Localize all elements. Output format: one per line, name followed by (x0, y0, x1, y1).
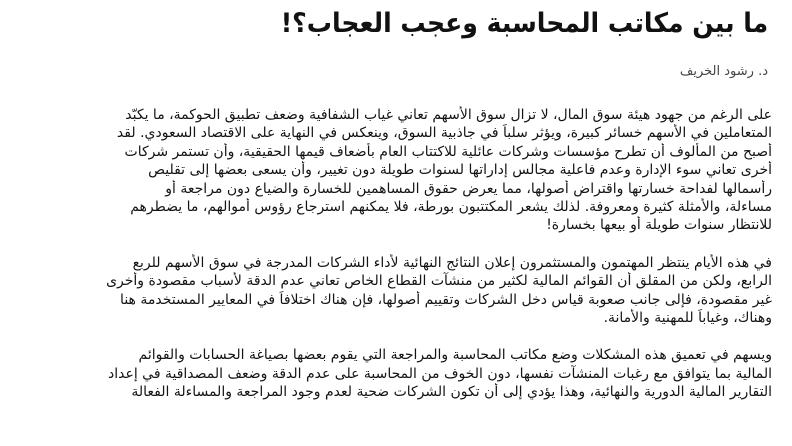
article-paragraph-2 (22, 254, 772, 328)
paragraph-line: في هذه الأيام ينتظر المهتمون والمستثمرون إعلان النتائج النهائية لأداء الشركات المدرجة في سوق الأسهم للربع (132, 254, 772, 271)
paragraph-line: المالية بما يتوافق مع رغبات المنشآت نفسها، دون الخوف من المحاسبة على عدم الدقة وضعف المصداقية في إعداد (108, 365, 772, 382)
article-paragraph-1 (22, 106, 772, 235)
paragraph-line: رأسمالها لفداحة خسارتها واقتراض أصولها، مما يعرض حقوق المساهمين للخسارة والضياع دون مراجعة أو (165, 180, 772, 197)
paragraph-line: مساءلة، والأمثلة كثيرة ومعروفة. لذلك يشعر المكتتبون بورطة، فلا يمكنهم استرجاع رؤوس أموالهم، ما يضطرهم (130, 199, 772, 216)
paragraph-line: للانتظار سنوات طويلة أو بيعها بخسارة! (546, 217, 772, 234)
paragraph-line: أصبح من المألوف أن تطرح مؤسسات وشركات عائلية للاكتتاب العام بأضعاف قيمها الحقيقية، وأن تستمر شركات (124, 143, 772, 160)
article-paragraph-3 (22, 346, 772, 401)
paragraph-line: المتعاملين في الأسهم خسائر كبيرة، ويؤثر سلباً في جاذبية السوق، وينعكس في النهاية على الاقتصاد السعودي. لقد (116, 125, 772, 142)
article-body (22, 106, 772, 421)
article-title: ما بين مكاتب المحاسبة وعجب العجاب؟! (280, 8, 768, 39)
paragraph-line: أخرى تعاني سوء الإدارة وعدم فاعلية مجالس إداراتها لسنوات طويلة دون تغيير، وأن يسعى بعضها إلى تقليص (148, 162, 772, 179)
paragraph-line: الرابع، ولكن من المقلق أن القوائم المالية لكثير من منشآت القطاع الخاص تعاني عدم الدقة لأسباب مقصودة وأخرى (106, 273, 772, 290)
paragraph-line: غير مقصودة، فإلى جانب صعوبة قياس دخل الشركات وتقييم أصولها، فإن هناك اختلافاً في المعايير المستخدمة هنا (120, 291, 772, 308)
paragraph-line: على الرغم من جهود هيئة سوق المال، لا تزال سوق الأسهم تعاني غياب الشفافية وضعف تطبيق الحوكمة، ما يكبّد (125, 107, 772, 123)
article-author: د. رشود الخريف (679, 64, 768, 79)
paragraph-line: التقارير المالية الدورية والنهائية، وهذا يؤدي إلى أن تكون الشركات ضحية لعدم وجود المراجعة والمساءلة الفعالة (131, 384, 772, 401)
paragraph-line: وهناك، وغياباً للمهنية والأمانة. (603, 310, 772, 327)
paragraph-line: ويسهم في تعميق هذه المشكلات وضع مكاتب المحاسبة والمراجعة التي يقوم بعضها بصياغة الحسابات والقوائم (138, 347, 772, 364)
